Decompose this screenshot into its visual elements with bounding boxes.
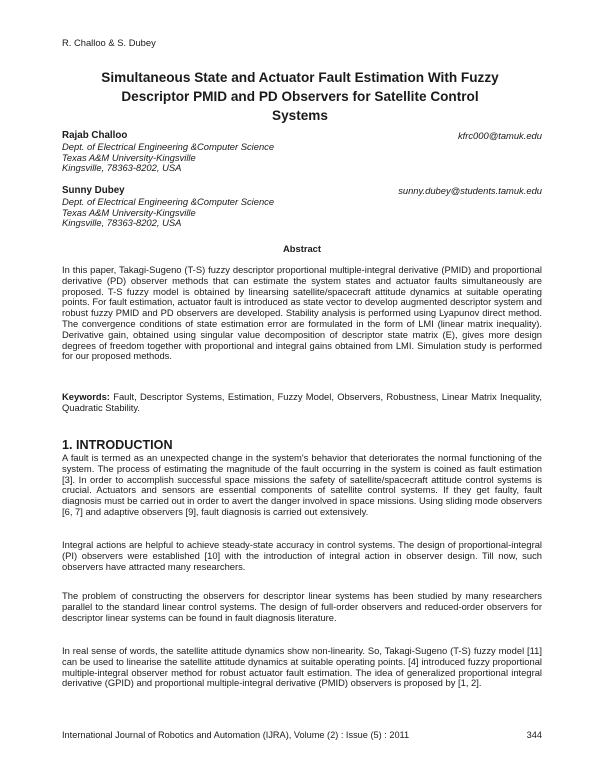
author-email: kfrc000@tamuk.edu (457, 130, 542, 141)
keywords (62, 392, 542, 414)
paragraph: The problem of constructing the observers for descriptor linear systems has been studied by many researchers parallel to the standard linear control systems. The design of full-order observers and reduced-order observers for descriptor linear systems can be found in fault diagnosis literature. (62, 590, 542, 623)
paper-title: Simultaneous State and Actuator Fault Estimation With Fuzzy Descriptor PMID and PD Observers for Satellite Control Systems (101, 70, 499, 123)
author-dept: Dept. of Electrical Engineering &Computer Science (62, 140, 275, 152)
author-dept: Dept. of Electrical Engineering &Computer Science (62, 195, 275, 207)
footer (62, 730, 542, 740)
abstract-text: In this paper, Takagi-Sugeno (T-S) fuzzy descriptor proportional multiple-integral derivative (PMID) and proportional derivative (PD) observer methods that can estimate the system states and actuator faults simultaneously are proposed. T-S fuzzy model is obtained by linearsing satellite/spacecraft attitude dynamics at suitable operating points. For fault estimation, actuator fault is introduced as state vector to develop augmented descriptor system and robust fuzzy PMID and PD observers are developed. Stability analysis is performed using Lyapunov direct method. The convergence conditions of state estimation error are formulated in the form of LMI (linear matrix inequality). Derivative gain, obtained using singular value decomposition of descriptor state matrix (E), gives more design degrees of freedom together with proportional and integral gains obtained from LMI. Simulation study is performed for our proposed methods. (62, 264, 542, 362)
author-email: sunny.dubey@students.tamuk.edu (398, 185, 542, 196)
section-heading: 1. INTRODUCTION (62, 438, 173, 452)
page-number: 344 (526, 730, 542, 740)
keywords-text: Fault, Descriptor Systems, Estimation, Fuzzy Model, Observers, Robustness, Linear Matrix Inequality, Quadratic Stability. (62, 391, 542, 413)
paragraph: In real sense of words, the satellite attitude dynamics show non-linearity. So, Takagi-Sugeno (T-S) fuzzy model [11] can be used to linearise the satellite attitude dynamics at suitable operating points. [4] introduced fuzzy proportional multiple-integral observer method for robust actuator fault estimation. The idea of generalized proportional integral derivative (GPID) and proportional multiple-integral derivative (PMID) observers is proposed by [1, 2]. (62, 645, 542, 689)
author-address: Kingsville, 78363-8202, USA (62, 217, 182, 229)
author-block (62, 131, 542, 174)
author-address: Kingsville, 78363-8202, USA (62, 162, 182, 174)
author-name: Sunny Dubey (62, 185, 125, 196)
paragraph: A fault is termed as an unexpected change in the system's behavior that deteriorates the normal functioning of the system. The process of estimating the magnitude of the fault occurring in the system is coined as fault estimation [3]. In order to accomplish successful space missions the safety of satellite/spacecraft attitude control systems is crucial. Actuators and sensors are essential components of satellite control systems. If they get faulty, fault diagnosis must be carried out in order to avert the danger involved in space missions. Using sliding mode observers [6, 7] and adaptive observers [9], fault diagnosis is carried out extensively. (62, 452, 542, 517)
paragraph: Integral actions are helpful to achieve steady-state accuracy in control systems. The design of proportional-integral (PI) observers were established [10] with the introduction of integral action in observer design. Till now, such observers have attracted many researchers. (62, 539, 542, 572)
author-univ: Texas A&M University-Kingsville (62, 206, 196, 218)
running-header: R. Challoo & S. Dubey (62, 37, 156, 48)
author-name: Rajab Challoo (62, 130, 128, 141)
author-block (62, 186, 542, 229)
author-univ: Texas A&M University-Kingsville (62, 151, 196, 163)
keywords-label: Keywords: (62, 391, 110, 402)
journal-citation: International Journal of Robotics and Automation (IJRA), Volume (2) : Issue (5) : 2011 (62, 730, 410, 740)
abstract-heading: Abstract (282, 243, 322, 254)
